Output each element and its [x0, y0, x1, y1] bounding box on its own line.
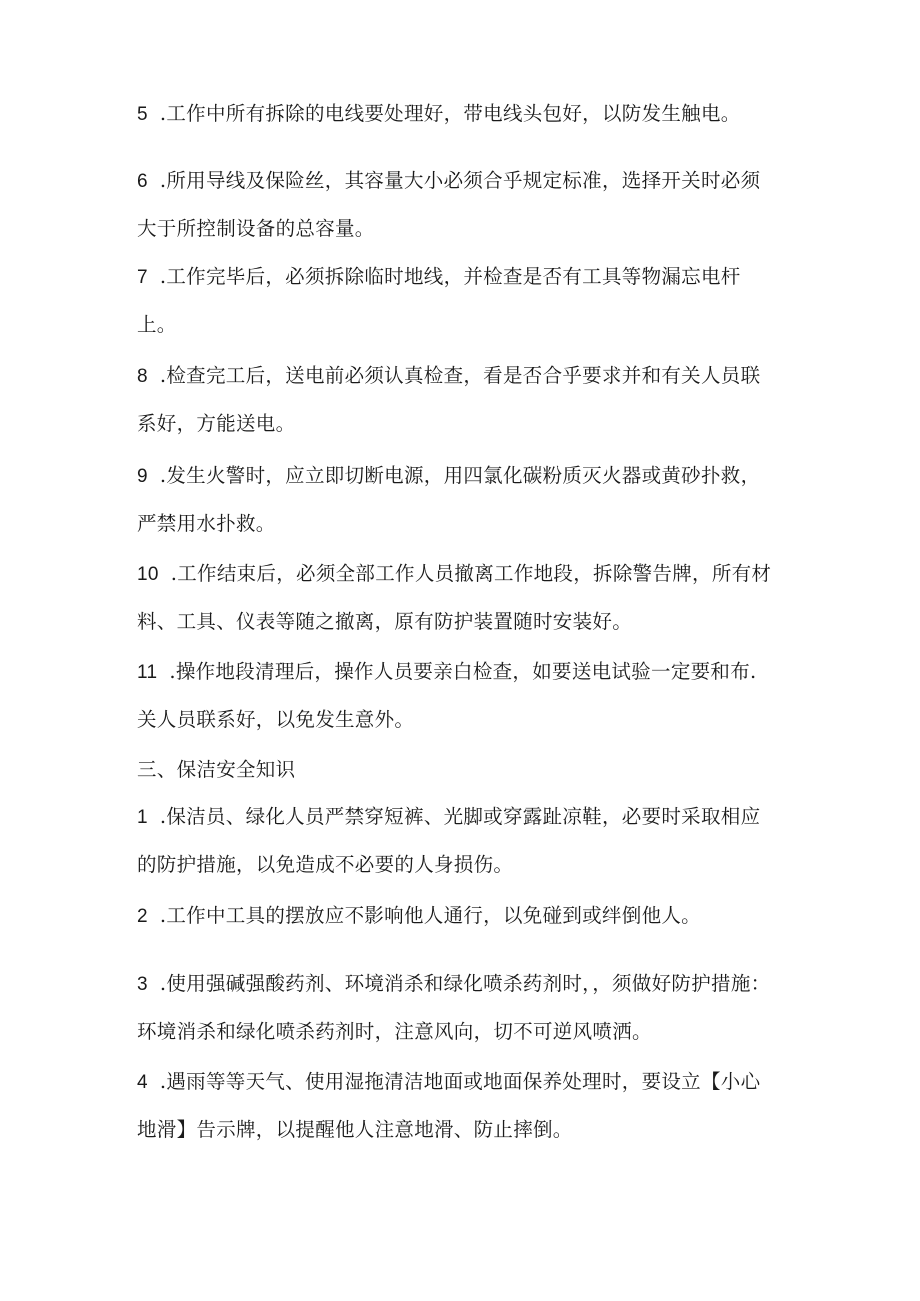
line-text: 上。 [137, 313, 177, 336]
paragraph-line [137, 301, 797, 348]
line-text: 严禁用水扑救。 [137, 512, 276, 535]
line-text: .遇雨等等天气、使用湿拖清洁地面或地面保养处理时，要设立【小心 [159, 1070, 761, 1093]
line-text: 环境消杀和绿化喷杀药剂时，注意风向，切不可逆风喷洒。 [137, 1020, 652, 1043]
line-text: .保洁员、绿化人员严禁穿短裤、光脚或穿露趾凉鞋，必要时采取相应 [159, 805, 761, 828]
paragraph-line [137, 892, 797, 940]
paragraph-line [137, 400, 797, 447]
line-text: .工作结束后，必须全部工作人员撤离工作地段，拆除警告牌，所有材 [170, 562, 772, 585]
item-number: 9 [137, 466, 148, 487]
paragraph-line [137, 960, 797, 1008]
item-number: 10 [137, 564, 159, 585]
paragraph-5 [137, 90, 797, 138]
item-number: 4 [137, 1072, 148, 1093]
line-text: 的防护措施，以免造成不必要的人身损伤。 [137, 853, 514, 876]
item-number: 8 [137, 366, 148, 387]
line-text: .检查完工后，送电前必须认真检查，看是否合乎要求并和有关人员联 [159, 364, 761, 387]
heading-line: 三、保洁安全知识 [137, 758, 296, 781]
paragraph-line [137, 253, 797, 301]
paragraph-line [137, 598, 797, 645]
paragraph-9 [137, 452, 797, 547]
line-text: .工作完毕后，必须拆除临时地线，并检查是否有工具等物漏忘电杆 [159, 265, 741, 288]
paragraph-line [137, 90, 797, 138]
line-text: 料、工具、仪表等随之撤离，原有防护装置随时安装好。 [137, 610, 633, 633]
line-text: .工作中工具的摆放应不影响他人通行，以免碰到或绊倒他人。 [159, 904, 701, 927]
paragraph-c3 [137, 960, 797, 1055]
line-text: .所用导线及保险丝，其容量大小必须合乎规定标准，选择开关时必须 [159, 169, 761, 192]
paragraph-c2 [137, 892, 797, 940]
paragraph-11 [137, 648, 797, 743]
paragraph-line [137, 793, 797, 841]
line-text: .工作中所有拆除的电线要处理好，带电线头包好，以防发生触电。 [159, 102, 741, 125]
paragraph-6 [137, 157, 797, 252]
line-text: .使用强碱强酸药剂、环境消杀和绿化喷杀药剂时，，须做好防护措施： [159, 972, 771, 995]
item-number: 1 [137, 807, 148, 828]
item-number: 7 [137, 267, 148, 288]
line-text: .发生火警时，应立即切断电源，用四氯化碳粉质灭火器或黄砂扑救， [159, 464, 761, 487]
line-text: 大于所控制设备的总容量。 [137, 217, 375, 240]
paragraph-10 [137, 550, 797, 645]
paragraph-line [137, 696, 797, 743]
item-number: 6 [137, 171, 148, 192]
paragraph-c4 [137, 1058, 797, 1153]
paragraph-line [137, 157, 797, 205]
paragraph-line [137, 452, 797, 500]
line-text: 关人员联系好，以免发生意外。 [137, 708, 415, 731]
paragraph-line [137, 352, 797, 400]
line-text: .操作地段清理后，操作人员要亲白检查，如要送电试验一定要和布. [169, 660, 757, 683]
section-heading-cleaning-safety [137, 746, 797, 793]
paragraph-c1 [137, 793, 797, 888]
item-number: 3 [137, 974, 148, 995]
line-text: 地滑】告示牌，以提醒他人注意地滑、防止摔倒。 [137, 1118, 573, 1141]
item-number: 5 [137, 104, 148, 125]
paragraph-line [137, 500, 797, 547]
paragraph-line [137, 205, 797, 252]
paragraph-line [137, 1058, 797, 1106]
item-number: 2 [137, 906, 148, 927]
paragraph-7 [137, 253, 797, 348]
line-text: 系好，方能送电。 [137, 412, 296, 435]
item-number: 11 [137, 662, 158, 683]
paragraph-8 [137, 352, 797, 447]
paragraph-line [137, 648, 797, 696]
paragraph-line [137, 841, 797, 888]
paragraph-line [137, 1106, 797, 1153]
paragraph-line [137, 550, 797, 598]
paragraph-line [137, 1008, 797, 1055]
